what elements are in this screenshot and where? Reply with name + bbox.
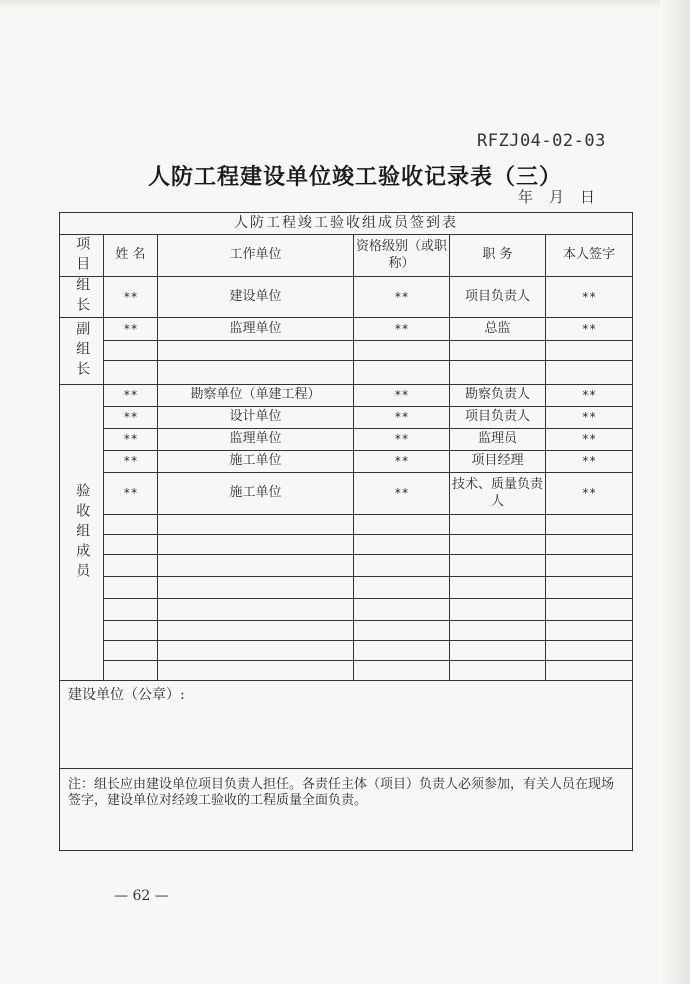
page-number: — 62 — (114, 888, 169, 904)
table-row (60, 429, 633, 451)
empty-cell[interactable] (158, 641, 354, 661)
empty-cell[interactable] (158, 535, 354, 555)
empty-cell[interactable] (450, 599, 546, 621)
cell-position: 监理员 (450, 429, 546, 451)
cell-unit: 监理单位 (158, 429, 354, 451)
empty-cell[interactable] (546, 577, 633, 599)
empty-cell[interactable] (546, 515, 633, 535)
cell-name[interactable]: ** (104, 277, 158, 318)
empty-cell[interactable] (104, 515, 158, 535)
cell-signature[interactable]: ** (546, 429, 633, 451)
empty-cell[interactable] (450, 341, 546, 361)
empty-cell[interactable] (546, 661, 633, 681)
cell-name[interactable]: ** (104, 318, 158, 341)
empty-cell[interactable] (450, 641, 546, 661)
empty-cell[interactable] (158, 577, 354, 599)
empty-cell[interactable] (450, 577, 546, 599)
empty-cell[interactable] (104, 599, 158, 621)
cell-position: 勘察负责人 (450, 385, 546, 407)
empty-cell[interactable] (450, 555, 546, 577)
empty-cell[interactable] (104, 361, 158, 385)
cell-position: 项目负责人 (450, 277, 546, 318)
header-unit: 工作单位 (158, 235, 354, 277)
table-row (60, 599, 633, 621)
cell-qualification[interactable]: ** (354, 385, 450, 407)
cell-qualification[interactable]: ** (354, 407, 450, 429)
table-row (60, 515, 633, 535)
empty-cell[interactable] (354, 341, 450, 361)
cell-unit: 建设单位 (158, 277, 354, 318)
cell-position: 项目经理 (450, 451, 546, 473)
header-name: 姓 名 (104, 235, 158, 277)
empty-cell[interactable] (546, 555, 633, 577)
date-month: 月 (549, 188, 567, 206)
header-item: 项目 (60, 235, 104, 277)
header-row (60, 235, 633, 277)
document-code: RFZJ04-02-03 (477, 131, 606, 151)
cell-name[interactable]: ** (104, 429, 158, 451)
table-row (60, 577, 633, 599)
empty-cell[interactable] (450, 515, 546, 535)
header-signature: 本人签字 (546, 235, 633, 277)
cell-name[interactable]: ** (104, 451, 158, 473)
cell-signature[interactable]: ** (546, 407, 633, 429)
table-row (60, 407, 633, 429)
empty-cell[interactable] (450, 621, 546, 641)
note-row (60, 769, 633, 851)
empty-cell[interactable] (104, 577, 158, 599)
empty-cell[interactable] (104, 341, 158, 361)
cell-signature[interactable]: ** (546, 473, 633, 515)
cell-unit: 施工单位 (158, 473, 354, 515)
cell-signature[interactable]: ** (546, 318, 633, 341)
cell-signature[interactable]: ** (546, 451, 633, 473)
header-position: 职 务 (450, 235, 546, 277)
seal-row (60, 681, 633, 769)
empty-cell[interactable] (546, 535, 633, 555)
table-row (60, 535, 633, 555)
table-row (60, 277, 633, 318)
empty-cell[interactable] (104, 535, 158, 555)
cell-position: 项目负责人 (450, 407, 546, 429)
empty-cell[interactable] (546, 621, 633, 641)
empty-cell[interactable] (450, 535, 546, 555)
empty-cell[interactable] (104, 621, 158, 641)
table-row (60, 341, 633, 361)
cell-unit: 监理单位 (158, 318, 354, 341)
empty-cell[interactable] (354, 641, 450, 661)
group-leader: 组长 (60, 277, 104, 318)
scan-shadow (660, 0, 690, 984)
group-vice-leader: 副组长 (60, 318, 104, 385)
cell-name[interactable]: ** (104, 473, 158, 515)
empty-cell[interactable] (158, 599, 354, 621)
empty-cell[interactable] (546, 641, 633, 661)
empty-cell[interactable] (158, 661, 354, 681)
scan-edge (0, 0, 690, 8)
empty-cell[interactable] (354, 361, 450, 385)
empty-cell[interactable] (158, 341, 354, 361)
cell-position: 技术、质量负责人 (450, 473, 546, 515)
table-row (60, 385, 633, 407)
empty-cell[interactable] (354, 535, 450, 555)
table-row (60, 621, 633, 641)
cell-qualification[interactable]: ** (354, 473, 450, 515)
table-row (60, 318, 633, 341)
empty-cell[interactable] (450, 661, 546, 681)
empty-cell[interactable] (450, 361, 546, 385)
table-caption: 人防工程竣工验收组成员签到表 (60, 213, 633, 235)
seal-field[interactable]: 建设单位（公章）: (60, 681, 633, 769)
table-row (60, 661, 633, 681)
note-text: 注：组长应由建设单位项目负责人担任。各责任主体（项目）负责人必须参加，有关人员在现场签字，建设单位对经竣工验收的工程质量全面负责。 (60, 769, 633, 851)
caption-row (60, 213, 633, 235)
cell-position: 总监 (450, 318, 546, 341)
date-year: 年 (518, 188, 536, 206)
cell-name[interactable]: ** (104, 385, 158, 407)
empty-cell[interactable] (546, 599, 633, 621)
table-row (60, 361, 633, 385)
cell-signature[interactable]: ** (546, 277, 633, 318)
empty-cell[interactable] (158, 361, 354, 385)
sign-in-table (59, 212, 633, 851)
cell-qualification[interactable]: ** (354, 318, 450, 341)
empty-cell[interactable] (354, 621, 450, 641)
group-members: 验收组成员 (60, 385, 104, 681)
table-row (60, 451, 633, 473)
table-row (60, 555, 633, 577)
empty-cell[interactable] (354, 515, 450, 535)
empty-cell[interactable] (546, 361, 633, 385)
cell-unit: 勘察单位（单建工程） (158, 385, 354, 407)
cell-unit: 设计单位 (158, 407, 354, 429)
empty-cell[interactable] (104, 641, 158, 661)
header-qualification: 资格级别（或职称） (354, 235, 450, 277)
empty-cell[interactable] (354, 599, 450, 621)
page-title: 人防工程建设单位竣工验收记录表（三） (148, 164, 563, 190)
empty-cell[interactable] (158, 621, 354, 641)
cell-unit: 施工单位 (158, 451, 354, 473)
empty-cell[interactable] (158, 555, 354, 577)
empty-cell[interactable] (104, 661, 158, 681)
empty-cell[interactable] (354, 661, 450, 681)
date-line (518, 186, 611, 207)
date-day: 日 (580, 188, 598, 206)
cell-name[interactable]: ** (104, 407, 158, 429)
cell-signature[interactable]: ** (546, 385, 633, 407)
empty-cell[interactable] (354, 577, 450, 599)
empty-cell[interactable] (546, 341, 633, 361)
table-row (60, 473, 633, 515)
empty-cell[interactable] (158, 515, 354, 535)
empty-cell[interactable] (104, 555, 158, 577)
cell-qualification[interactable]: ** (354, 451, 450, 473)
table-row (60, 641, 633, 661)
cell-qualification[interactable]: ** (354, 277, 450, 318)
cell-qualification[interactable]: ** (354, 429, 450, 451)
empty-cell[interactable] (354, 555, 450, 577)
